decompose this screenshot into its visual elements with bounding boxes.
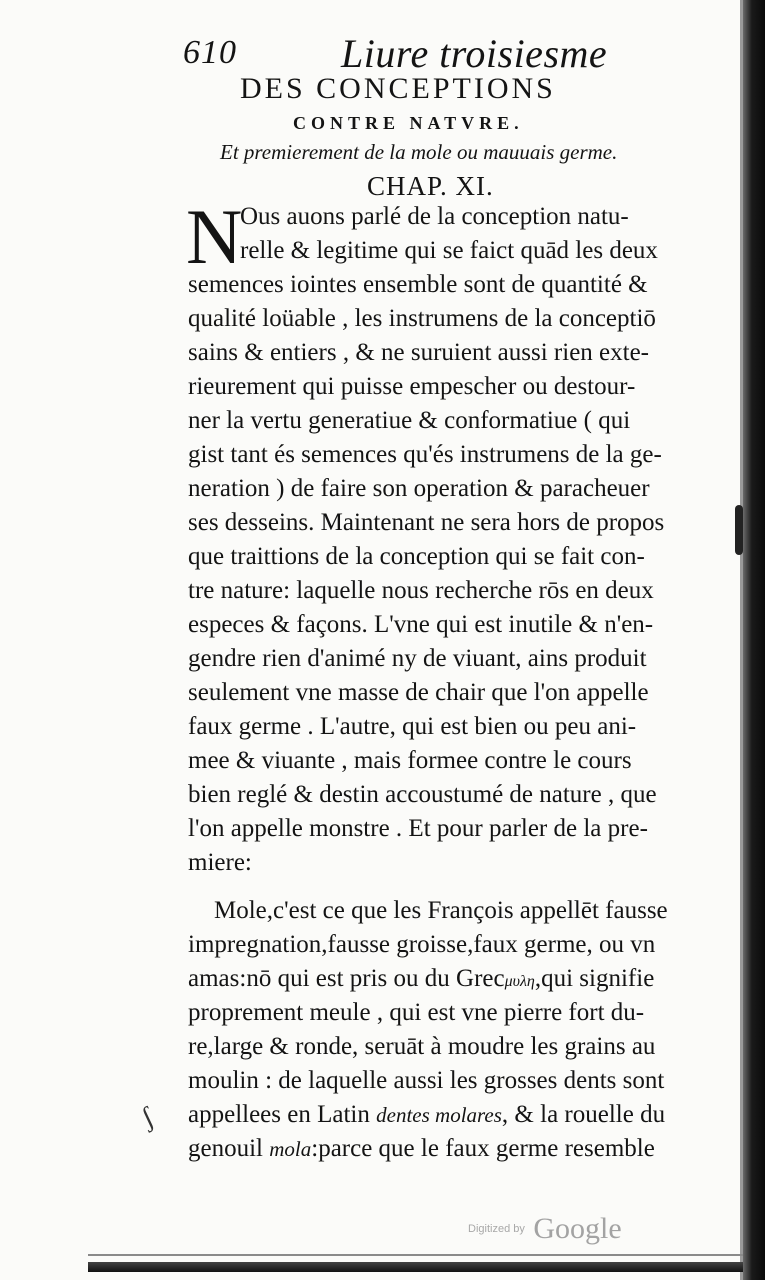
text-line: especes & façons. L'vne qui est inutile & n'en- — [188, 611, 654, 638]
latin-term: dentes molares — [376, 1103, 502, 1127]
text-segment: amas:nō qui est pris ou du Grec — [188, 965, 505, 992]
text-line — [188, 962, 718, 996]
running-head: Liure troisiesme — [341, 31, 608, 76]
text-segment: , & la rouelle du — [501, 1101, 666, 1128]
text-line: l'on appelle monstre . Et pour parler de la pre- — [188, 815, 648, 842]
text-segment: genouil — [188, 1135, 263, 1162]
text-line: relle & legitime qui se faict quād les deux — [240, 237, 658, 264]
page-edge-bottom-line — [88, 1254, 743, 1256]
chapter-number: CHAP. XI. — [367, 171, 494, 201]
text-line: seulement vne masse de chair que l'on appelle — [188, 679, 649, 706]
page-edge-right — [743, 0, 765, 1280]
text-line: impregnation,fausse groisse,faux germe, ou vn — [188, 931, 656, 958]
text-line: tre nature: laquelle nous recherche rōs en deux — [188, 577, 654, 604]
latin-term: mola — [269, 1137, 312, 1161]
text-line: neration ) de faire son operation & paracheuer — [188, 475, 650, 502]
text-line: mee & viuante , mais formee contre le cours — [188, 747, 632, 774]
margin-scribble: ʃ — [136, 1101, 159, 1134]
text-segment: appellees en Latin — [188, 1101, 370, 1128]
text-line: rieurement qui puisse empescher ou destour- — [188, 373, 636, 400]
greek-word: μυλη — [504, 973, 535, 990]
text-line — [188, 1132, 718, 1166]
page-edge-bottom — [88, 1262, 743, 1272]
chapter-title: DES CONCEPTIONS — [240, 72, 556, 105]
paragraph-gap — [188, 880, 718, 894]
text-line: re,large & ronde, seruāt à moudre les grains au — [188, 1033, 656, 1060]
text-line: gist tant és semences qu'és instrumens de la ge- — [188, 441, 662, 468]
text-line: sains & entiers , & ne suruient aussi rien exte- — [188, 339, 649, 366]
body-text — [186, 193, 718, 1166]
text-line: miere: — [188, 849, 252, 876]
text-line: Mole,c'est ce que les François appellēt fausse — [214, 897, 668, 924]
text-line: moulin : de laquelle aussi les grosses dents sont — [188, 1067, 665, 1094]
google-logo: Google — [533, 1212, 622, 1245]
text-line: que traittions de la conception qui se fait con- — [188, 543, 645, 570]
text-line: semences iointes ensemble sont de quantité & — [188, 271, 648, 298]
text-line: bien reglé & destin accoustumé de nature , que — [188, 781, 657, 808]
text-line: Ous auons parlé de la conception natu- — [240, 203, 629, 230]
chapter-subtitle: CONTRE NATVRE. — [293, 113, 524, 133]
section-heading: Et premierement de la mole ou mauuais germe. — [220, 140, 618, 164]
text-line: proprement meule , qui est vne pierre fort du- — [188, 999, 645, 1026]
text-segment: ,qui signifie — [534, 965, 655, 992]
page-number: 610 — [183, 34, 237, 71]
digitized-watermark — [468, 1212, 622, 1246]
text-line: qualité loüable , les instrumens de la conceptiō — [188, 305, 656, 332]
text-line: ses desseins. Maintenant ne sera hors de propos — [188, 509, 665, 536]
text-line: ner la vertu generatiue & conformatiue ( qui — [188, 407, 631, 434]
drop-capital: N — [186, 193, 243, 280]
ink-blot — [735, 505, 743, 555]
text-line — [188, 1098, 718, 1132]
digitized-label: Digitized by — [468, 1223, 525, 1235]
text-line: gendre rien d'animé ny de viuant, ains produit — [188, 645, 647, 672]
running-header — [183, 30, 703, 76]
text-line: faux germe . L'autre, qui est bien ou peu ani- — [188, 713, 637, 740]
text-segment: :parce que le faux germe resemble — [311, 1135, 655, 1162]
